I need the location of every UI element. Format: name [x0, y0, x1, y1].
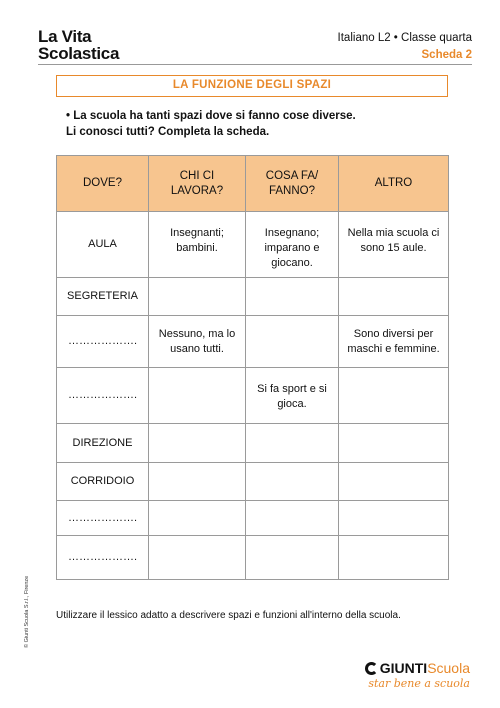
brand-name-suffix: Scuola — [427, 660, 470, 676]
worksheet-title: LA FUNZIONE DEGLI SPAZI — [56, 75, 448, 97]
sheet-label: Scheda 2 — [421, 49, 472, 61]
table-row — [57, 316, 449, 368]
table-cell[interactable] — [339, 536, 449, 580]
page-header-info — [338, 30, 472, 64]
table-cell[interactable] — [339, 278, 449, 316]
table-row — [57, 424, 449, 463]
table-cell[interactable] — [246, 536, 339, 580]
table-row — [57, 368, 449, 424]
table-row — [57, 212, 449, 278]
instructions — [66, 108, 356, 140]
header-cell-where: DOVE? — [57, 156, 149, 212]
table-header-row — [57, 156, 449, 212]
table-cell: Nella mia scuola ci sono 15 aule. — [339, 212, 449, 278]
table-cell[interactable]: ………………. — [57, 368, 149, 424]
table-cell[interactable] — [149, 536, 246, 580]
table-cell[interactable]: ………………. — [57, 316, 149, 368]
table-cell: Si fa sport e si gioca. — [246, 368, 339, 424]
instruction-line-1: • La scuola ha tanti spazi dove si fanno cose diverse. — [66, 110, 356, 122]
publisher-brand — [365, 660, 470, 690]
header-cell-other: ALTRO — [339, 156, 449, 212]
magazine-logo — [38, 28, 119, 62]
table-row — [57, 463, 449, 501]
table-cell: DIREZIONE — [57, 424, 149, 463]
brand-tagline: star bene a scuola — [368, 677, 470, 690]
table-cell[interactable] — [339, 501, 449, 536]
table-cell[interactable] — [246, 316, 339, 368]
table-cell[interactable] — [339, 368, 449, 424]
table-cell: CORRIDOIO — [57, 463, 149, 501]
table-cell: Nessuno, ma lo usano tutti. — [149, 316, 246, 368]
table-cell[interactable] — [339, 463, 449, 501]
table-cell[interactable] — [339, 424, 449, 463]
table-cell[interactable] — [246, 278, 339, 316]
brand-name: GIUNTI — [379, 660, 428, 676]
publisher-logo — [365, 660, 470, 676]
table-cell: Sono diversi per maschi e femmine. — [339, 316, 449, 368]
table-cell[interactable] — [149, 424, 246, 463]
table-cell: AULA — [57, 212, 149, 278]
table-cell[interactable] — [149, 463, 246, 501]
table-cell[interactable]: ………………. — [57, 501, 149, 536]
table-cell: Insegnanti; bambini. — [149, 212, 246, 278]
logo-line-1: La Vita — [38, 27, 92, 46]
logo-line-2: Scolastica — [38, 44, 120, 63]
header-cell-who-works: CHI CI LAVORA? — [149, 156, 246, 212]
table-cell[interactable] — [246, 463, 339, 501]
instruction-line-2: Li conosci tutti? Completa la scheda. — [66, 126, 270, 138]
table-cell: SEGRETERIA — [57, 278, 149, 316]
worksheet-table — [56, 155, 449, 580]
header-cell-what-do: COSA FA/ FANNO? — [246, 156, 339, 212]
table-cell[interactable]: ………………. — [57, 536, 149, 580]
header-divider — [38, 64, 472, 65]
table-cell[interactable] — [149, 368, 246, 424]
table-row — [57, 278, 449, 316]
table-row — [57, 501, 449, 536]
table-cell[interactable] — [246, 424, 339, 463]
table-row — [57, 536, 449, 580]
table-cell[interactable] — [149, 278, 246, 316]
table-cell: Insegnano; imparano e giocano. — [246, 212, 339, 278]
copyright-notice: © Giunti Scuola S.r.l., Firenze — [24, 575, 30, 648]
table-cell[interactable] — [149, 501, 246, 536]
teacher-note: Utilizzare il lessico adatto a descrivere spazi e funzioni all'interno della scuola. — [56, 610, 401, 621]
giunti-g-icon — [365, 662, 378, 675]
subject-label: Italiano L2 • Classe quarta — [337, 32, 472, 44]
table-cell[interactable] — [246, 501, 339, 536]
